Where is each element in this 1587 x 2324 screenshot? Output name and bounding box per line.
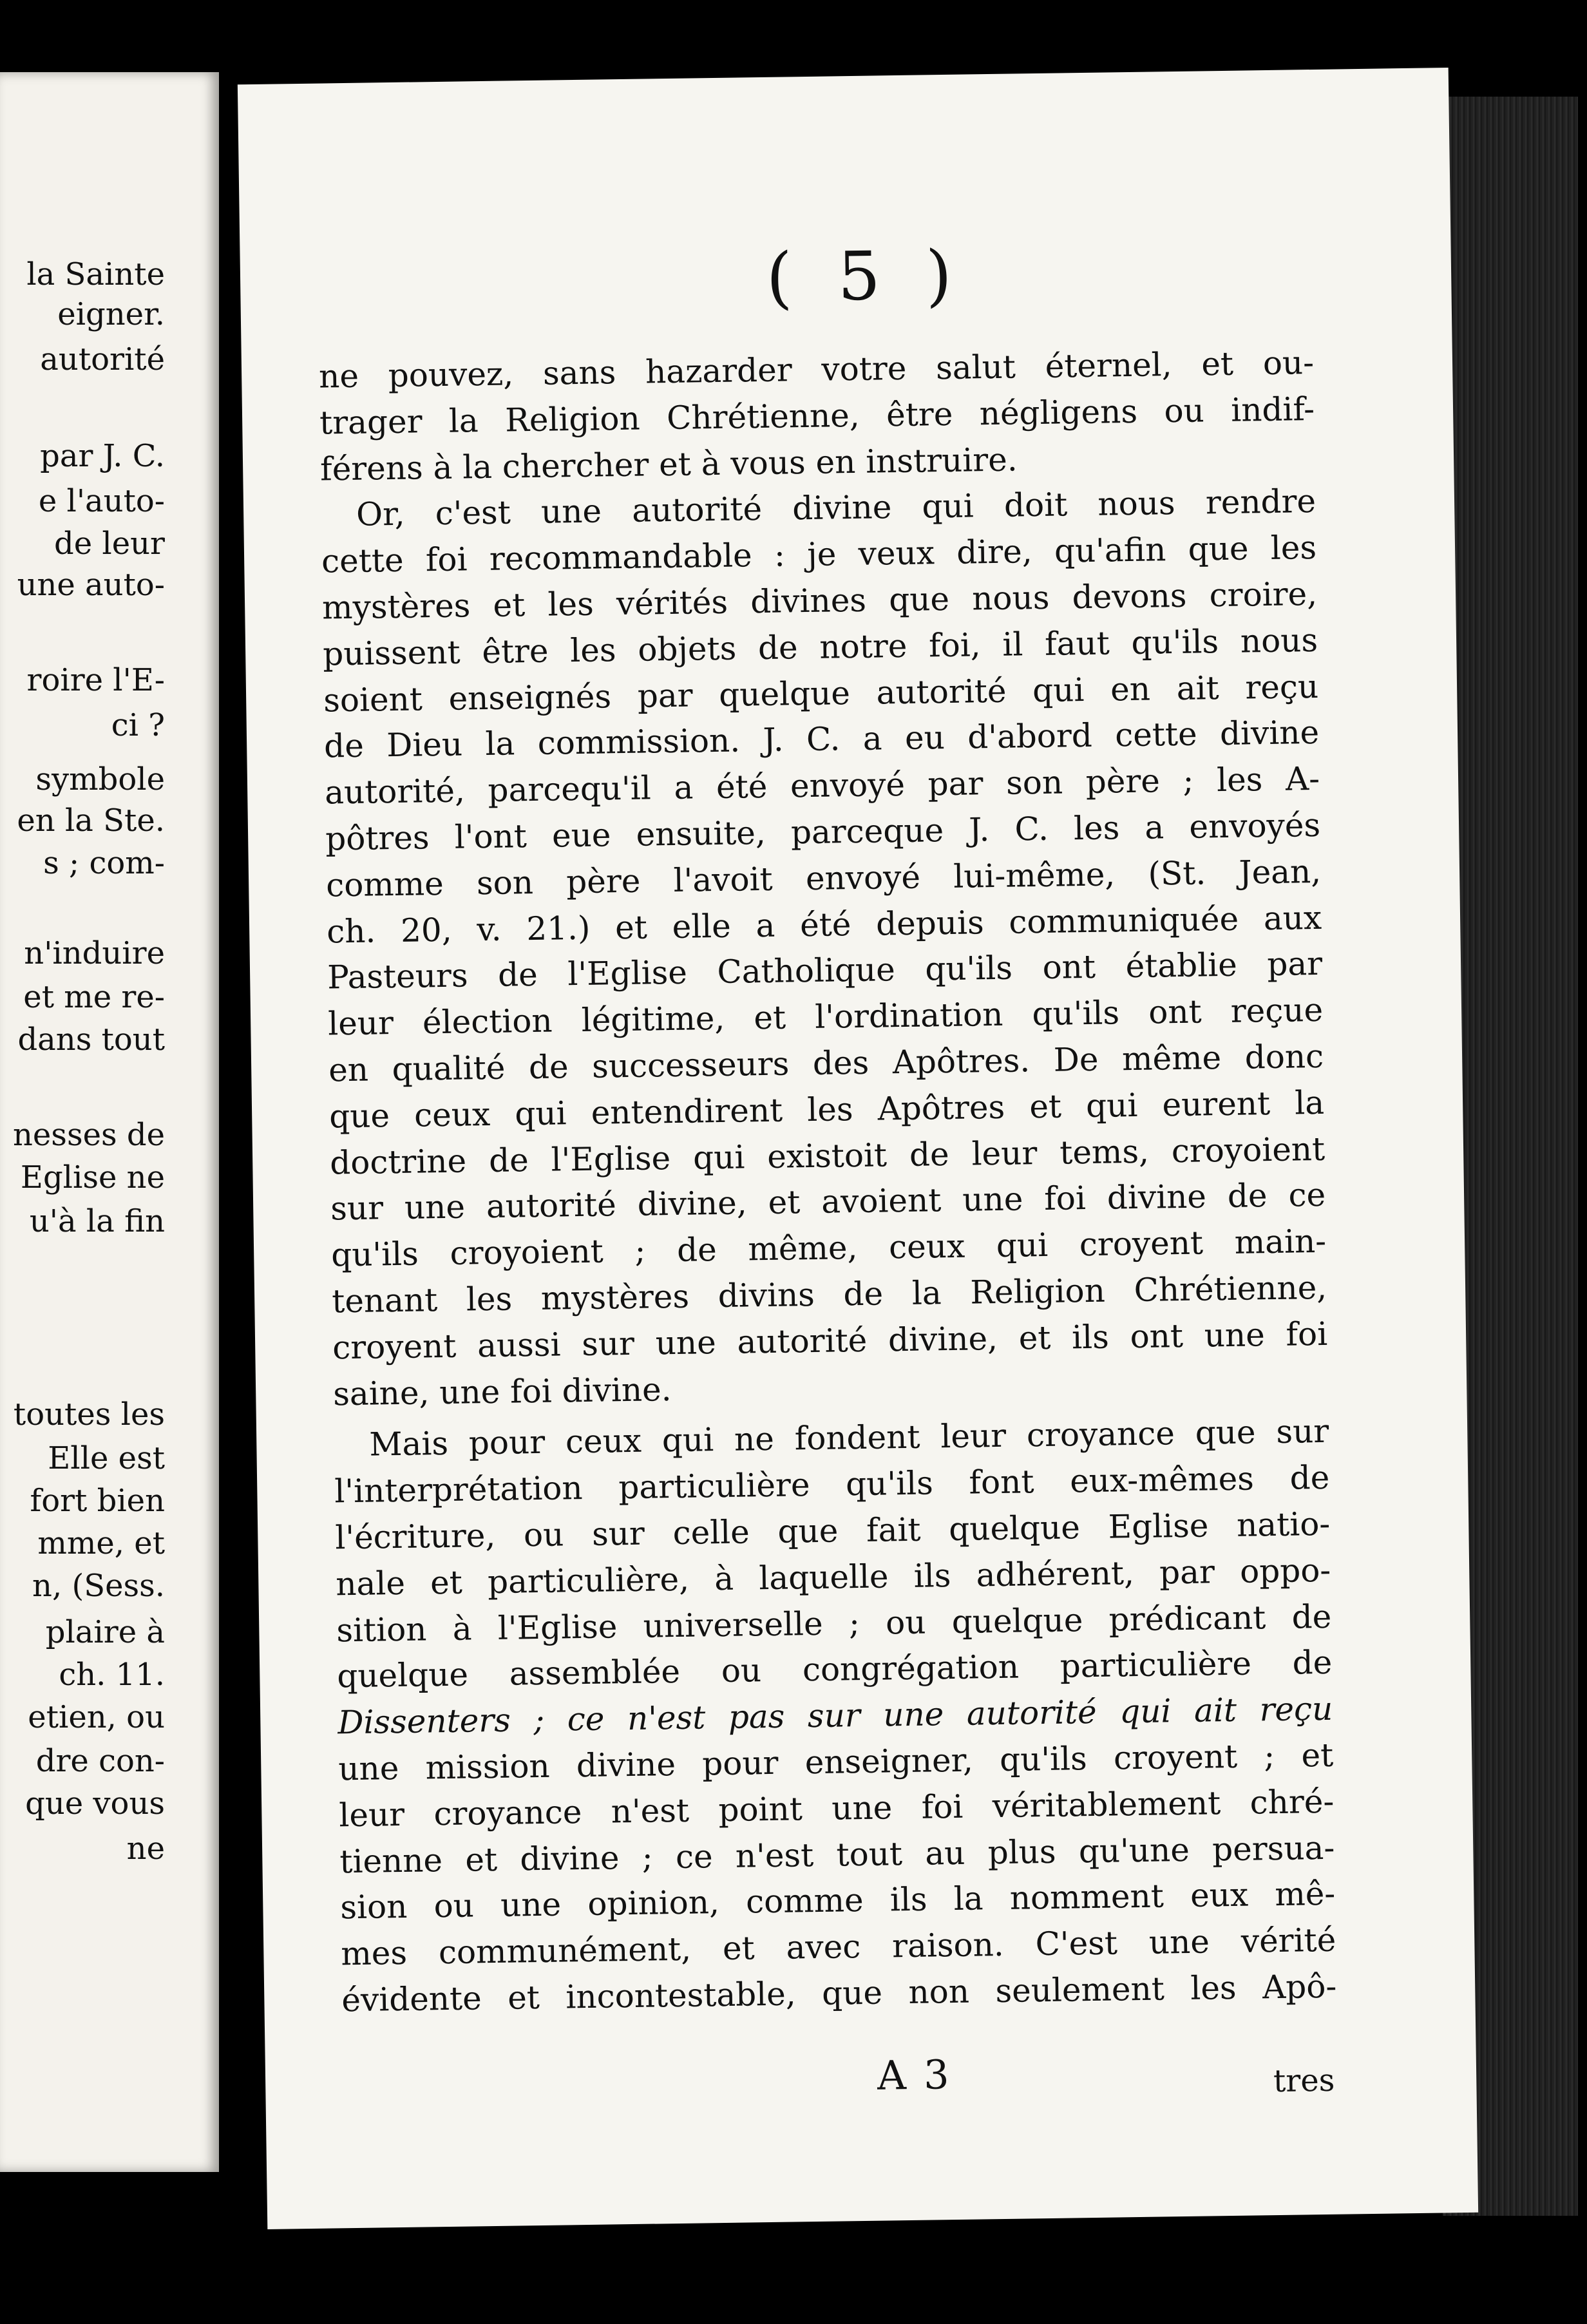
body-text <box>319 340 1337 2024</box>
text-line: soient enseignés par quelque autorité qui en ait reçu <box>323 667 1319 719</box>
text-line: en qualité de successeurs des Apôtres. De même donc <box>328 1037 1324 1089</box>
left-line: et me re- <box>23 979 165 1015</box>
text-line: de Dieu la commission. J. C. a eu d'abord cette divine <box>323 714 1320 765</box>
left-line: ci ? <box>111 707 165 743</box>
left-line: eigner. <box>57 296 165 332</box>
left-line: s ; com- <box>43 845 165 881</box>
text-line: leur croyance n'est point une foi véritablement chré- <box>338 1782 1335 1834</box>
left-page-fragment <box>0 72 219 2172</box>
text-line: pôtres l'ont eue ensuite, parceque J. C. les a envoyés <box>325 806 1321 858</box>
page-number: ( 5 ) <box>765 235 965 317</box>
text-line: trager la Religion Chrétienne, être négligens ou indif- <box>319 390 1315 442</box>
text-line: que ceux qui entendirent les Apôtres et qui eurent la <box>328 1083 1325 1136</box>
text-line: tenant les mystères divins de la Religion Chrétienne, <box>331 1268 1327 1320</box>
left-line: n'induire <box>24 935 165 971</box>
text-line: quelque assemblée ou congrégation particulière de <box>336 1644 1333 1695</box>
text-line: autorité, parcequ'il a été envoyé par son père ; les A- <box>324 760 1320 812</box>
left-line: plaire à <box>45 1614 165 1650</box>
left-line: ch. 11. <box>59 1657 165 1693</box>
text-line: comme son père l'avoit envoyé lui-même, (St. Jean, <box>325 852 1322 904</box>
left-line: n, (Sess. <box>32 1568 165 1604</box>
text-line: évidente et incontestable, que non seulement les Apô- <box>341 1967 1337 2019</box>
text-line: ne pouvez, sans hazarder votre salut éternel, et ou- <box>318 343 1315 395</box>
text-line: Pasteurs de l'Eglise Catholique qu'ils ont établie par <box>327 945 1323 996</box>
left-line: Elle est <box>48 1440 165 1476</box>
left-line: nesses de <box>12 1117 165 1153</box>
left-line: etien, ou <box>28 1699 165 1735</box>
text-line: une mission divine pour enseigner, qu'ils croyent ; et <box>337 1736 1334 1788</box>
text-line: doctrine de l'Eglise qui existoit de leur tems, croyoient <box>329 1130 1326 1181</box>
text-line: qu'ils croyoient ; de même, ceux qui croyent main- <box>330 1223 1327 1274</box>
text-line: cette foi recommandable : je veux dire, qu'afin que les <box>321 529 1317 580</box>
left-line: une auto- <box>17 567 165 603</box>
left-line: fort bien <box>30 1483 165 1519</box>
text-line: Mais pour ceux qui ne fondent leur croyance que sur <box>368 1413 1329 1463</box>
left-line: u'à la fin <box>29 1203 165 1239</box>
left-line: e l'auto- <box>38 483 165 519</box>
text-line: Dissenters ; ce n'est pas sur une autorité qui ait reçu <box>337 1690 1333 1742</box>
left-line: Eglise ne <box>20 1159 165 1195</box>
left-line: autorité <box>40 341 165 377</box>
left-line: symbole <box>35 761 165 797</box>
text-line: férens à la chercher et à vous en instruire. <box>319 441 1018 488</box>
text-line: sion ou une opinion, comme ils la nomment eux mê- <box>339 1875 1336 1927</box>
left-line: mme, et <box>37 1525 165 1561</box>
text-line: l'interprétation particulière qu'ils font eux-mêmes de <box>334 1458 1330 1510</box>
text-line: ch. 20, v. 21.) et elle a été depuis communiquée aux <box>326 899 1322 951</box>
text-line: puissent être les objets de notre foi, il faut qu'ils nous <box>322 621 1318 673</box>
text-line: tienne et divine ; ce n'est tout au plus qu'une persua- <box>339 1829 1335 1880</box>
right-page <box>238 68 1478 2229</box>
text-line: saine, une foi divine. <box>332 1370 672 1413</box>
signature-mark: A 3 <box>877 2051 952 2099</box>
text-line: croyent aussi sur une autorité divine, et ils ont une foi <box>332 1315 1328 1367</box>
text-line: sition à l'Eglise universelle ; ou quelque prédicant de <box>336 1597 1332 1649</box>
left-line: toutes les <box>13 1396 165 1433</box>
left-line: que vous <box>25 1786 165 1822</box>
left-line: de leur <box>53 526 165 562</box>
left-line: en la Ste. <box>17 803 165 839</box>
text-line: leur élection légitime, et l'ordination qu'ils ont reçue <box>327 991 1324 1043</box>
left-line: dans tout <box>17 1022 165 1058</box>
left-line: ne <box>126 1831 165 1867</box>
catchword: tres <box>1273 2062 1335 2100</box>
text-line: sur une autorité divine, et avoient une foi divine de ce <box>330 1176 1326 1228</box>
text-line: mes communément, et avec raison. C'est une vérité <box>340 1921 1336 1973</box>
left-line: la Sainte <box>26 256 165 292</box>
text-line: mystères et les vérités divines que nous devons croire, <box>321 575 1318 627</box>
text-line: l'écriture, ou sur celle que fait quelque Eglise natio- <box>334 1505 1331 1557</box>
text-line: nale et particulière, à laquelle ils adhérent, par oppo- <box>335 1551 1331 1603</box>
left-line: roire l'E- <box>26 662 165 698</box>
left-line: dre con- <box>35 1743 165 1779</box>
left-line: par J. C. <box>40 438 165 474</box>
text-line: Or, c'est une autorité divine qui doit nous rendre <box>356 482 1316 534</box>
